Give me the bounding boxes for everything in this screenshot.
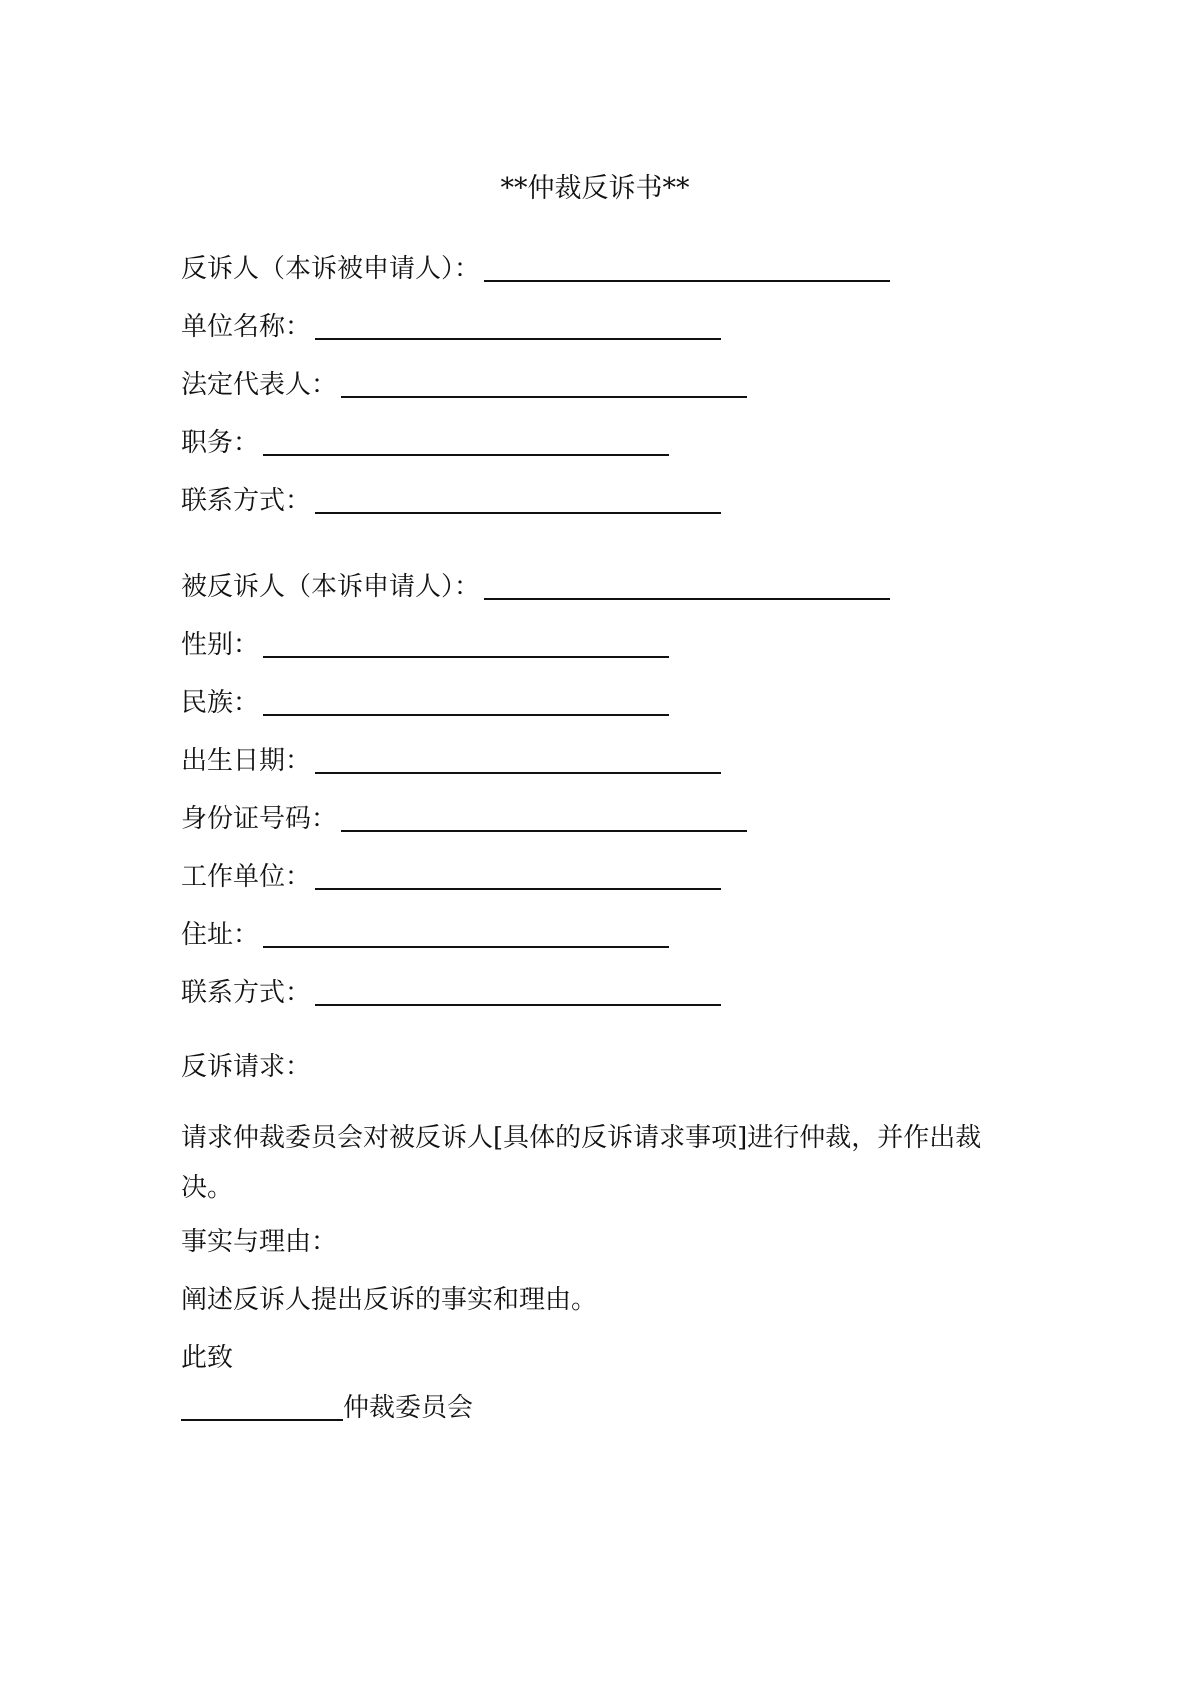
document-title: **仲裁反诉书** [500,173,690,204]
gender-label: 性别： [181,630,260,660]
legal-representative-label: 法定代表人： [181,370,338,400]
facts-text: 阐述反诉人提出反诉的事实和理由。 [181,1285,598,1315]
counter-respondent-field [181,570,890,604]
gender-field [181,628,669,662]
claims-heading: 反诉请求： [181,1052,312,1082]
salutation: 此致 [181,1343,234,1373]
counterclaimant-blank[interactable] [484,256,890,282]
position-field [181,426,669,460]
birth-date-field [181,744,721,778]
respondent-contact-blank[interactable] [315,488,721,514]
legal-representative-field [181,368,747,402]
address-blank[interactable] [263,922,669,948]
claimant-contact-label: 联系方式： [181,978,312,1008]
birth-date-label: 出生日期： [181,746,312,776]
position-label: 职务： [181,428,260,458]
counter-respondent-blank[interactable] [484,574,890,600]
gender-blank[interactable] [263,632,669,658]
id-number-field [181,802,747,836]
committee-suffix: 仲裁委员会 [343,1393,474,1423]
claimant-contact-blank[interactable] [315,980,721,1006]
address-label: 住址： [181,920,260,950]
ethnicity-label: 民族： [181,688,260,718]
company-name-blank[interactable] [315,314,721,340]
counter-respondent-label: 被反诉人（本诉申请人）： [181,572,481,602]
ethnicity-blank[interactable] [263,690,669,716]
respondent-contact-field [181,484,721,518]
legal-representative-blank[interactable] [341,372,747,398]
claimant-contact-field [181,976,721,1010]
company-name-label: 单位名称： [181,312,312,342]
committee-name-blank[interactable] [181,1395,343,1421]
claims-text: 请求仲裁委员会对被反诉人[具体的反诉请求事项]进行仲裁，并作出裁决。 [181,1123,982,1203]
address-field [181,918,669,952]
position-blank[interactable] [263,430,669,456]
counterclaimant-label: 反诉人（本诉被申请人）： [181,254,481,284]
respondent-contact-label: 联系方式： [181,486,312,516]
counterclaimant-field [181,252,890,286]
company-name-field [181,310,721,344]
employer-field [181,860,721,894]
id-number-label: 身份证号码： [181,804,338,834]
birth-date-blank[interactable] [315,748,721,774]
committee-line [181,1391,473,1425]
id-number-blank[interactable] [341,806,747,832]
employer-label: 工作单位： [181,862,312,892]
employer-blank[interactable] [315,864,721,890]
ethnicity-field [181,686,669,720]
facts-heading: 事实与理由： [181,1227,338,1257]
